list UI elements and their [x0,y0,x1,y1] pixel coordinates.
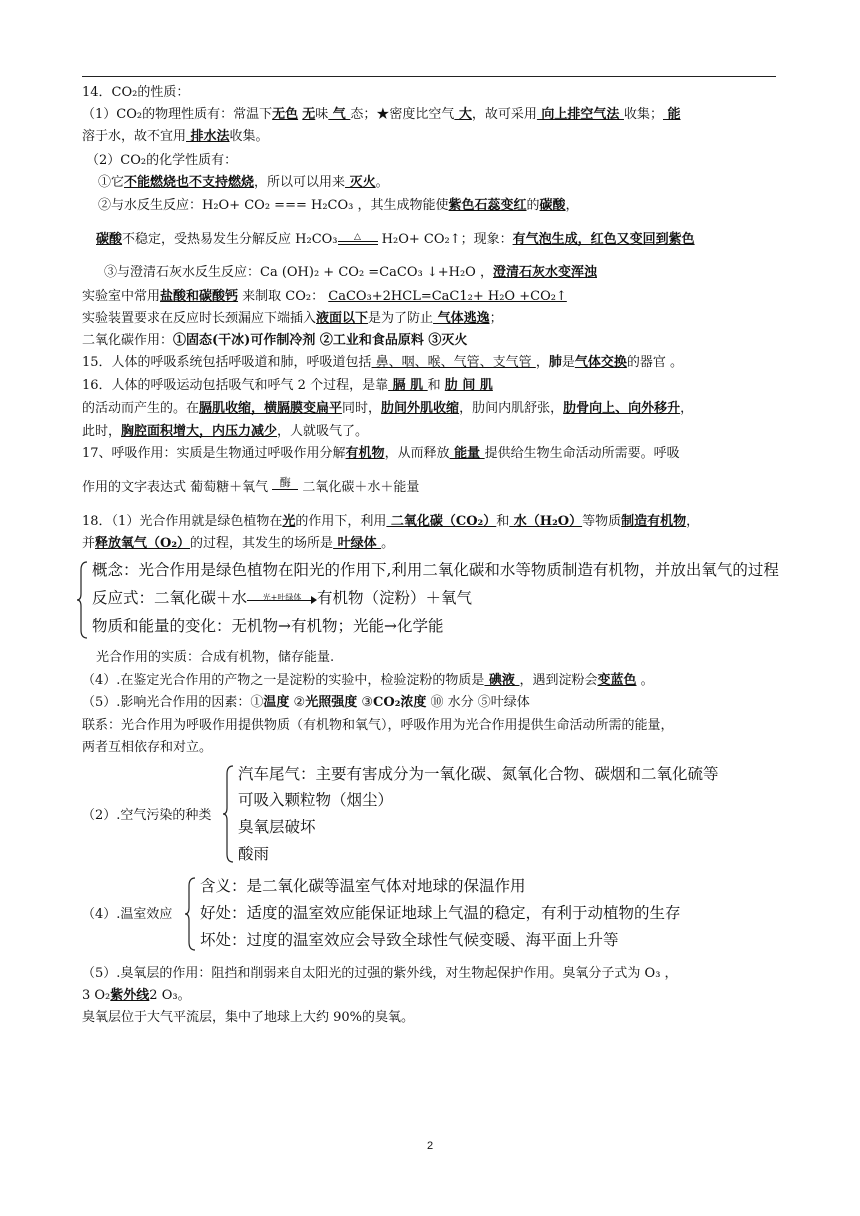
q16-line2: 的活动而产生的。在膈肌收缩，横膈膜变扁平同时，肋间外肌收缩，肋间内肌舒张，肋骨向上、向外移升， [82,401,694,416]
q14-chem-2: ②与水反生反应：H₂O+ CO₂ === H₂CO₃ ，其生成物能使紫色石蕊变红的碳酸， [98,198,579,213]
q18-line1: 18．（1）光合作用就是绿色植物在光的作用下，利用 二氧化碳（CO₂）和 水（H₂O）等物质制造有机物， [82,514,700,529]
photosynthesis-essence: 光合作用的实质：合成有机物，储存能量. [96,650,335,665]
pollution-item: 酸雨 [238,845,270,863]
reaction-arrow: 光+叶绿体 [247,592,317,606]
q14-lab-2: 实验装置要求在反应时长颈漏应下端插入液面以下是为了防止 气体逃逸； [82,311,503,326]
greenhouse-label: （4）.温室效应 [82,907,173,922]
enzyme-condition: 酶 [272,481,298,495]
q18-link-2: 两者互相依存和对立。 [82,740,213,755]
photosynthesis-brace [76,560,90,640]
q14-chem-3: 碳酸不稳定，受热易发生分解反应 H₂CO₃ △ H₂O+ CO₂↑；现象：有气泡生成，红色又变回到紫色 [96,231,695,247]
photosynthesis-concept: 概念：光合作用是绿色植物在阳光的作用下,利用二氧化碳和水等物质制造有机物，并放出氧气的过程 [92,561,779,579]
q17-line1: 17、呼吸作用：实质是生物通过呼吸作用分解有机物，从而释放 能量 提供给生物生命活动所需要。呼吸 [82,446,680,461]
pollution-brace [222,764,236,864]
ozone-function: （5）.臭氧层的作用：阻挡和削弱来自太阳光的过强的紫外线，对生物起保护作用。臭氧分子式为 O₃ ， [82,966,678,981]
q18-line2: 并释放氧气（O₂）的过程，其发生的场所是 叶绿体 。 [82,536,395,551]
greenhouse-brace [184,876,198,952]
pollution-item: 汽车尾气：主要有害成分为一氧化碳、氮氧化合物、碳烟和二氧化硫等 [238,765,719,783]
ozone-equation: 3 O₂紫外线2 O₃。 [82,988,191,1003]
heat-condition: △ [338,233,378,247]
q14-lab-1: 实验室中常用盐酸和碳酸钙 来制取 CO₂： CaCO₃+2HCL=CaC1₂+ H₂O +CO₂↑ [82,289,567,304]
ozone-location: 臭氧层位于大气平流层，集中了地球上大约 90%的臭氧。 [82,1010,415,1025]
q14-chem-title: （2）CO₂的化学性质有： [86,153,238,168]
q14-physical-line2: 溶于水，故不宜用 排水法收集。 [82,129,269,144]
q18-link-1: 联系：光合作用为呼吸作用提供物质（有机物和氧气），呼吸作用为光合作用提供生命活动所需的能量， [82,718,674,733]
q14-physical-line1: （1）CO₂的物理性质有：常温下无色 无味 气 态；★密度比空气 大，故可采用 向上排空气法 收集； 能 [82,107,681,122]
pollution-item: 可吸入颗粒物（烟尘） [238,791,394,809]
q14-title: 14．CO₂的性质： [82,85,190,100]
photosynthesis-energy: 物质和能量的变化：无机物→有机物；光能→化学能 [92,617,444,635]
greenhouse-item: 坏处：过度的温室效应会导致全球性气候变暖、海平面上升等 [200,931,619,949]
pollution-item: 臭氧层破坏 [238,818,316,836]
q18-starch: （4）.在鉴定光合作用的产物之一是淀粉的实验中，检验淀粉的物质是 碘液 ，遇到淀粉会变蓝色 。 [82,673,654,688]
q14-uses: 二氧化碳作用：①固态(干冰)可作制冷剂 ②工业和食品原料 ③灭火 [82,333,468,348]
q17-line2: 作用的文字表达式 葡萄糖＋氧气 酶 二氧化碳＋水＋能量 [82,475,420,495]
q14-chem-4: ③与澄清石灰水反生反应：Ca (OH)₂ + CO₂ =CaCO₃ ↓+H₂O ，澄清石灰水变浑浊 [104,265,597,280]
q16-line1: 16．人体的呼吸运动包括吸气和呼气 2 个过程，是靠 膈 肌 和 肋 间 肌 [82,378,493,393]
q18-factors: （5）.影响光合作用的因素：①温度 ②光照强度 ③CO₂浓度 ⑩ 水分 ⑤叶绿体 [82,695,530,710]
header-rule [82,76,776,77]
greenhouse-item: 好处：适度的温室效应能保证地球上气温的稳定，有利于动植物的生存 [200,904,681,922]
photosynthesis-equation: 反应式：二氧化碳＋水 光+叶绿体 有机物（淀粉）＋氧气 [92,589,473,607]
greenhouse-item: 含义：是二氧化碳等温室气体对地球的保温作用 [200,877,526,895]
page-number: 2 [426,1140,434,1152]
q15: 15．人体的呼吸系统包括呼吸道和肺，呼吸道包括 鼻、咽、喉、气管、支气管 ，肺是气体交换的器官 。 [82,355,684,370]
q14-chem-1: ①它不能燃烧也不支持燃烧，所以可以用来 灭火。 [98,175,389,190]
pollution-label: （2）.空气污染的种类 [82,808,212,823]
q16-line3: 此时，胸腔面积增大，内压力减少，人就吸气了。 [82,424,369,439]
